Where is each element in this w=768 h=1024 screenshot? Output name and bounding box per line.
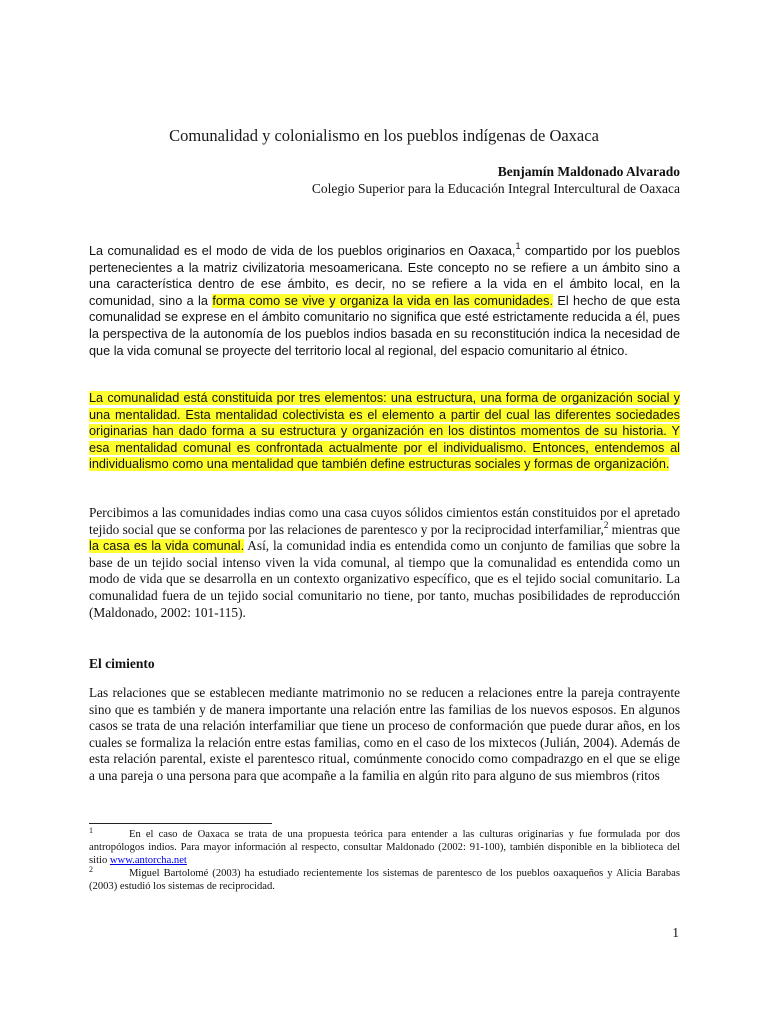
footnote-2-text: Miguel Bartolomé (2003) ha estudiado recientemente los sistemas de parentesco de los pueblos oaxaqueños y Alicia Barabas (2003) estudió los sistemas de reciprocidad. [89,868,680,892]
highlight-2: La comunalidad está constituida por tres elementos: una estructura, una forma de organización social y una mentalidad. Esta mentalidad colectivista es el elemento a partir del cual las diferentes sociedades originarias han dado forma a su estructura y organización en los distintos momentos de su historia. Y esa mentalidad comunal es confrontada actualmente por el individualismo. Entonces, entendemos al individualismo como una mentalidad que también define estructuras sociales y formas de organización. [89,391,680,472]
footnote-1-text: En el caso de Oaxaca se trata de una propuesta teórica para entender a las culturas originarias y fue formulada por dos antropólogos indios. Para mayor información al respecto, consultar Maldonado (2002: 91-100), también disponible en la biblioteca del sitio [89,829,680,866]
page-number: 1 [672,925,679,940]
paragraph-1-text-a: La comunalidad es el modo de vida de los pueblos originarios en Oaxaca, [89,244,516,258]
section-heading: El cimiento [89,656,155,671]
paragraph-1-text-b: compartido por los pueblos pertenecientes a la matriz civilizatoria mesoamericana. Este concepto no se refiere a un ámbito sino a una característica dentro de ese ámbito, es decir, no se refiere a la vida en el ámbito local, en la comunidad, sino a la [89,244,680,308]
footnote-1-number: 1 [89,826,93,835]
author-affiliation: Colegio Superior para la Educación Integral Intercultural de Oaxaca [311,181,680,196]
paragraph-3-text-b: mientras que [608,521,680,537]
footnote-ref-2[interactable]: 2 [603,519,609,530]
document-title: Comunalidad y colonialismo en los pueblos indígenas de Oaxaca [169,126,599,145]
footnote-2-number: 2 [89,865,93,874]
highlight-1: forma como se vive y organiza la vida en las comunidades. [212,293,553,308]
paragraph-4-text: Las relaciones que se establecen mediante matrimonio no se reducen a relaciones entre la pareja contrayente sino que es también y de manera importante una relación entre las familias de los nuevos esposos. En algunos casos se trata de una relación interfamiliar que tiene un proceso de conformación que puede durar años, en los cuales se formaliza la relación entre estas familias, como en el caso de los mixtecos (Julián, 2004). Además de esta relación parental, existe el parentesco ritual, comúnmente conocido como compadrazgo en el que se elige a una pareja o una persona para que acompañe a la familia en algún rito para alguno de sus miembros (ritos [89,685,680,783]
footnote-separator [89,823,272,824]
highlight-3: la casa es la vida comunal. [89,539,245,554]
paragraph-3-text-a: Percibimos a las comunidades indias como una casa cuyos sólidos cimientos están constituidos por el apretado tejido social que se conforma por las relaciones de parentesco y por la reciprocidad interfamiliar, [89,505,680,537]
footnote-ref-1[interactable]: 1 [515,241,521,251]
paragraph-3 [89,505,680,621]
paragraph-4 [89,685,680,785]
paragraph-1 [89,243,680,359]
author-name: Benjamín Maldonado Alvarado [497,164,680,179]
paragraph-3-text-c: Así, la comunidad india es entendida como un conjunto de familias que sobre la base de un tejido social intenso viven la vida comunal, al tiempo que la comunalidad es entendida como un modo de vida que se desarrolla en un contexto organizativo específico, que es el tejido social comunitario. La comunalidad fuera de un tejido social comunitario no tiene, por tanto, muchas posibilidades de reproducción (Maldonado, 2002: 101-115). [89,538,680,620]
footnote-1 [89,826,680,867]
paragraph-1-text-c: El hecho de que esta comunalidad se exprese en el ámbito comunitario no significa que esté estrictamente reducida a él, pues la perspectiva de la autonomía de los pueblos indios basada en su reconstitución indica la necesidad de que la vida comunal se proyecte del territorio local al regional, del espacio comunitario al étnico. [89,293,680,358]
footnote-link[interactable]: www.antorcha.net [109,854,187,866]
footnote-2 [89,865,680,894]
paragraph-2 [89,390,680,473]
